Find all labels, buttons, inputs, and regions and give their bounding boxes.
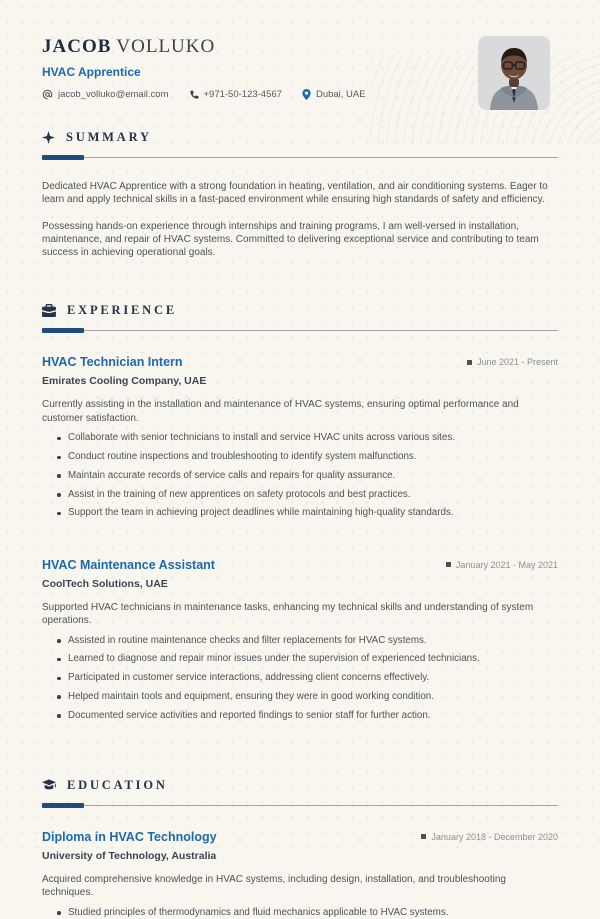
contact-location	[302, 89, 366, 100]
phone-text: +971-50-123-4567	[203, 89, 282, 100]
job-description: Supported HVAC technicians in maintenance tasks, enhancing my technical skills and understanding of system operations.	[42, 601, 534, 627]
education-heading-text: EDUCATION	[67, 777, 168, 792]
section-summary	[42, 130, 558, 259]
contact-phone	[189, 89, 282, 100]
education-institution: University of Technology, Australia	[42, 849, 217, 862]
job-bullet: Participated in customer service interactions, addressing client concerns effectively.	[68, 672, 558, 684]
education-heading	[42, 778, 558, 793]
education-bullet: Studied principles of thermodynamics and fluid mechanics applicable to HVAC systems.	[68, 907, 558, 919]
email-text: jacob_volluko@email.com	[58, 89, 169, 100]
job-company: Emirates Cooling Company, UAE	[42, 375, 207, 388]
job-bullet: Assisted in routine maintenance checks and filter replacements for HVAC systems.	[68, 635, 558, 647]
summary-paragraph: Possessing hands-on experience through internships and training programs, I am well-versed in installation, maintenance, and repair of HVAC systems. Committed to delivering exceptional service and contributing to team success in achieving operational goals.	[42, 220, 539, 259]
job-bullet: Documented service activities and reported findings to senior staff for further action.	[68, 710, 558, 722]
experience-entry	[42, 355, 558, 519]
education-entry	[42, 830, 558, 919]
briefcase-icon	[42, 304, 56, 317]
section-divider	[42, 155, 558, 160]
job-bullet: Helped maintain tools and equipment, ensuring they were in good working condition.	[68, 691, 558, 703]
job-title-text: HVAC Maintenance Assistant	[42, 557, 215, 572]
section-education	[42, 778, 558, 919]
summary-heading-text: SUMMARY	[66, 130, 152, 144]
section-experience	[42, 303, 558, 721]
job-bullet-list	[68, 635, 558, 722]
job-bullet: Support the team in achieving project deadlines while maintaining high-quality standards.	[68, 507, 558, 519]
calendar-square-icon	[467, 360, 472, 365]
experience-heading-text: EXPERIENCE	[67, 303, 177, 318]
job-bullet: Maintain accurate records of service calls and repairs for quality assurance.	[68, 470, 558, 482]
contact-email	[42, 89, 169, 100]
summary-heading	[42, 130, 558, 145]
location-text: Dubai, UAE	[315, 89, 366, 100]
location-pin-icon	[302, 89, 311, 100]
phone-icon	[189, 90, 199, 100]
graduation-cap-icon	[42, 779, 56, 791]
job-dates-text: January 2021 - May 2021	[455, 559, 558, 570]
job-dates	[467, 357, 558, 367]
job-description: Currently assisting in the installation and maintenance of HVAC systems, ensuring optimal performance and customer satisfaction.	[42, 399, 519, 424]
job-bullet: Assist in the training of new apprentices on safety protocols and best practices.	[68, 489, 558, 501]
education-dates-text: January 2018 - December 2020	[431, 831, 558, 842]
job-bullet: Conduct routine inspections and troubleshooting to identify system malfunctions.	[68, 451, 558, 463]
candidate-job-title: HVAC Apprentice	[42, 65, 141, 79]
job-bullet: Learned to diagnose and repair minor issues under the supervision of experienced technicians.	[68, 653, 558, 665]
job-title-text: HVAC Technician Intern	[42, 355, 183, 370]
education-description: Acquired comprehensive knowledge in HVAC systems, including design, installation, and troubleshooting techniques.	[42, 873, 506, 899]
degree-title-text: Diploma in HVAC Technology	[42, 829, 217, 844]
job-dates	[446, 560, 558, 570]
sparkle-icon	[42, 131, 55, 144]
section-divider	[42, 328, 558, 333]
email-at-icon	[42, 89, 53, 100]
job-dates-text: June 2021 - Present	[476, 357, 558, 368]
summary-paragraph: Dedicated HVAC Apprentice with a strong foundation in heating, ventilation, and air conditioning systems. Eager to learn and apply technical skills in a fast-paced environment while ensuring high standards of safety and efficiency.	[42, 181, 548, 206]
education-bullet-list	[68, 907, 558, 919]
profile-photo	[478, 36, 550, 110]
education-dates	[421, 832, 558, 842]
first-name: JACOB	[42, 36, 112, 57]
job-bullet: Collaborate with senior technicians to install and service HVAC units across various sites.	[68, 432, 558, 444]
job-bullet-list	[68, 432, 558, 519]
last-name: VOLLUKO	[116, 36, 216, 57]
experience-heading	[42, 303, 558, 318]
calendar-square-icon	[446, 562, 451, 567]
job-company: CoolTech Solutions, UAE	[42, 577, 168, 590]
section-divider	[42, 803, 558, 808]
profile-photo-illustration	[478, 36, 550, 110]
resume-header	[42, 36, 558, 100]
experience-entry	[42, 558, 558, 722]
calendar-square-icon	[421, 834, 426, 839]
